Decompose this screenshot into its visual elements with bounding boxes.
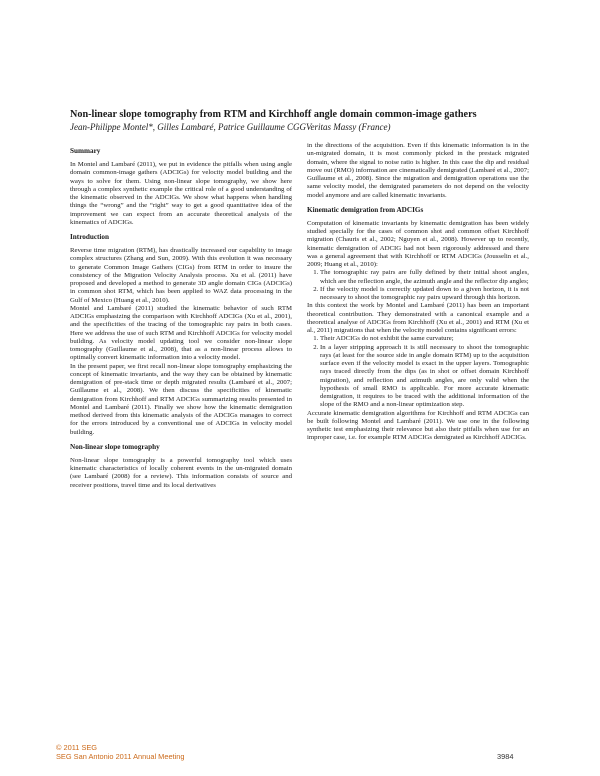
slope-tomography-paragraph: Non-linear slope tomography is a powerful tomography tool which uses kinematic characteristics of locally coherent events in the un-migrated domain (see Lambaré (2008) for a review). This information consists of source and receiver positions, travel time and its local derivatives: [70, 456, 292, 489]
assumptions-list: [307, 269, 529, 302]
copyright-text: © 2011 SEG: [56, 743, 98, 752]
list-item: 2. In a layer stripping approach it is still necessary to shoot the tomographic rays (at least for the source side in angle domain RTM) up to the acquisition surface even if the velocity model is exact in the upper layers. Tomographic rays traced directly from the dips (as in shot or offset domain Kirchhoff migration), and reflection and azimuth angles, are only valid when the hypothesis of small RMO is applicable. For more accurate kinematic demigration, it requires to be traced with the additional information of the slope of the RMO and a non-linear optimization step.: [320, 344, 529, 410]
list-item: 2. If the velocity model is correctly updated down to a given horizon, it is not necessary to shoot the tomographic ray pairs upward through this horizon.: [320, 286, 529, 303]
right-column: [307, 142, 529, 443]
introduction-paragraph-2: Montel and Lambaré (2011) studied the kinematic behavior of such RTM ADCIGs emphasizing the comparison with Kirchhoff ADCIGs (Xu et al., 2001), and the specificities of the tracing of the tomographic ray pairs in both cases. Here we address the use of such RTM and Kirchhoff ADCIGs for velocity model building. As velocity model updating tool we consider non-linear slope tomography (Guillaume et al., 2008), that as a non-linear process allows to optimally convert kinematic information into a velocity model.: [70, 304, 292, 362]
left-column: [70, 141, 292, 490]
demigration-paragraph-2: In this context the work by Montel and Lambaré (2011) has been an important theoretical contribution. They demonstrated with a canonical example and a theoretical analyse of ADCIGs from Kirchhoff (Xu et al., 2001) and RTM (Xu et al., 2011) migrations that when the velocity model contains significant errors:: [307, 302, 529, 334]
summary-heading: Summary: [70, 147, 101, 155]
continuation-paragraph: in the directions of the acquisition. Even if this kinematic information is in the un-migrated domain, it is most commonly picked in the prestack migrated domain, where the signal to noise ratio is higher. In this case the dip and residual move out (RMO) information are cinematically demigrated (Lambaré et al., 2007; Guillaume et al., 2008). Since the migration and demigration operations use the same velocity model, the demigrated parameters do not depend on the velocity model anymore and are called kinematic invariants.: [307, 142, 529, 199]
list-item: 1. Their ADCIGs do not exhibit the same curvature;: [320, 335, 529, 343]
list-item: 1. The tomographic ray pairs are fully defined by their initial shoot angles, which are the reflection angle, the azimuth angle and the reflector dip angles;: [320, 269, 529, 286]
findings-list: [307, 335, 529, 409]
footer: [56, 743, 184, 761]
slope-tomography-heading: Non-linear slope tomography: [70, 442, 160, 451]
demigration-paragraph-1: Computation of kinematic invariants by kinematic demigration has been widely studied specially for the cases of common shot and common offset Kirchhoff migration (Chauris et al., 2002; Nguyen et al., 2008). However up to recently, kinematic demigration of ADCIG had not been rigorously addressed and there was a general agreement that with Kirchhoff or RTM ADCIGs (Jousselin et al., 2009; Huang et al., 2010):: [307, 219, 529, 268]
page-number: 3984: [497, 752, 514, 761]
introduction-paragraph-3: In the present paper, we first recall non-linear slope tomography emphasizing the concept of kinematic invariants, and the way they can be obtained by kinematic demigration of pre-stack time or depth migrated results (Lambaré et al., 2007; Guillaume et al., 2008). We then discuss the specificities of kinematic demigration from Kirchhoff and RTM ADCIGs summarizing results presented in Montel and Lambaré (2011). Finally we show how the kinematic demigration method derived from this kinematic analysis of the ADCIGs manages to correct for the errors introduced by a conventional use of ADCIGs in velocity model building.: [70, 362, 292, 436]
summary-paragraph: In Montel and Lambaré (2011), we put in evidence the pitfalls when using angle domain common-image gathers (ADCIGs) for velocity model building and the ways to solve for them. Using non-linear slope tomography, we show here through a complex synthetic example the critical role of a good understanding of the kinematic observed in the ADCIGs. We show what happens when handling things the “wrong” and the “right” way to get a good quantitative idea of the improvement we can expect from an accurate theoretical analysis of the kinematics of ADCIGs.: [70, 161, 292, 226]
paper-authors: Jean-Philippe Montel*, Gilles Lambaré, Patrice Guillaume CGGVeritas Massy (France): [70, 122, 391, 132]
meeting-text: SEG San Antonio 2011 Annual Meeting: [56, 752, 185, 761]
demigration-paragraph-3: Accurate kinematic demigration algorithms for Kirchhoff and RTM ADCIGs can be built following Montel and Lambaré (2011). We use one in the following synthetic test emphasizing their relevance but also their pitfalls when use for an improper case, i.e. for example RTM ADCIGs demigrated as Kirchhoff ADCIGs.: [307, 409, 529, 442]
kinematic-demigration-heading: Kinematic demigration from ADCIGs: [307, 205, 424, 214]
paper-title: Non-linear slope tomography from RTM and Kirchhoff angle domain common-image gathers: [70, 109, 477, 120]
introduction-heading: Introduction: [70, 233, 110, 241]
introduction-paragraph-1: Reverse time migration (RTM), has drastically increased our capability to image complex structures (Zhang and Sun, 2009). With this evolution it was necessary to generate Common Image Gathers (CIGs) from RTM in order to insure the consistency of the Migration Velocity Analysis process. Xu et al. (2011) have proposed and developed a method to generate 3D angle domain CIGs (ADCIGs) in common shot RTM, which has been applied to WAZ data processing in the Gulf of Mexico (Huang et al., 2010).: [70, 247, 292, 304]
